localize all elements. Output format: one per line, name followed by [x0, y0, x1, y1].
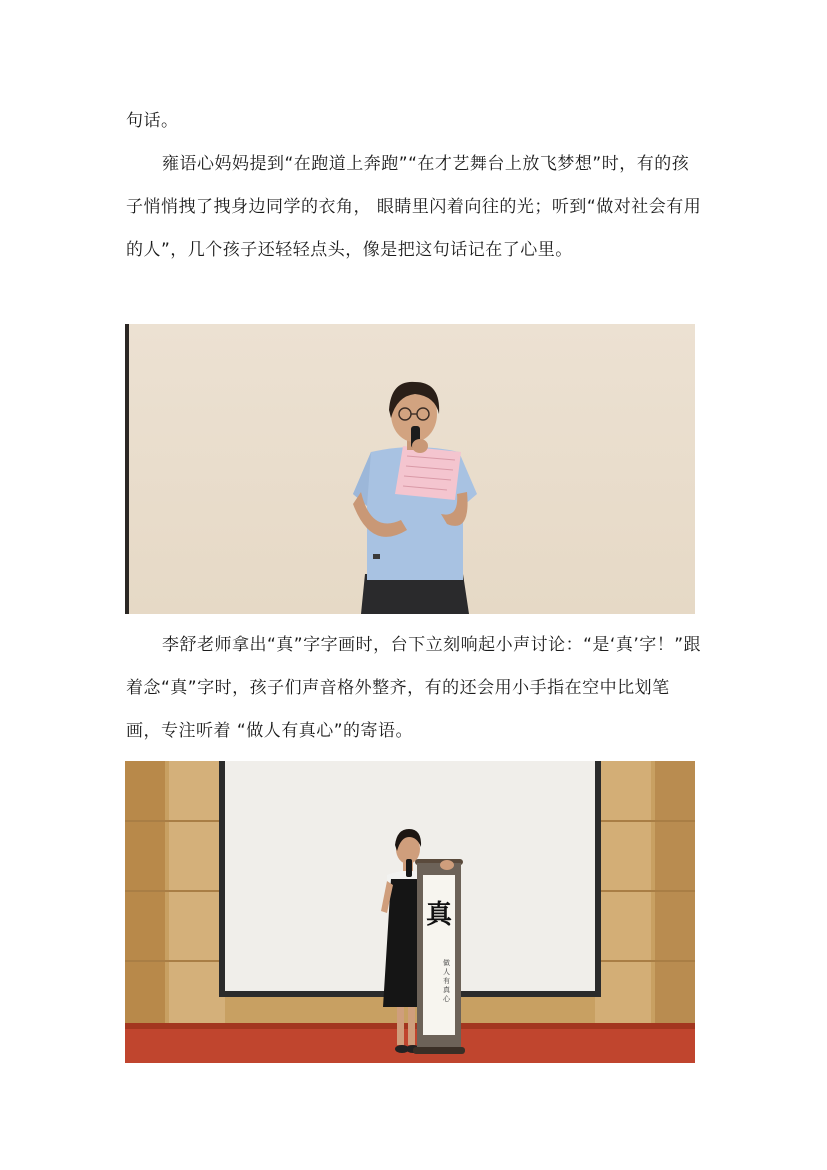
photo-calligraphy-scroll: [125, 761, 695, 1063]
paragraph-speech-reaction: 雍语心妈妈提到“在跑道上奔跑”“在才艺舞台上放飞梦想”时，有的孩子悄悄拽了拽身边同学的衣角， 眼睛里闪着向往的光；听到“做对社会有用的人”，几个孩子还轻轻点头，像是把这句话记在了心里。: [126, 154, 702, 260]
photo-student-speech: [125, 324, 695, 614]
paragraph-calligraphy-discussion: 李舒老师拿出“真”字字画时，台下立刻响起小声讨论：“是‘真’字！”跟着念“真”字时，孩子们声音格外整齐，有的还会用小手指在空中比划笔画，专注听着 “做人有真心”的寄语。: [126, 635, 702, 741]
paragraph-continuation: 句话。: [126, 111, 179, 131]
scroll-inscription: 做人有真心: [443, 959, 450, 1003]
scroll-main-character: 真: [425, 900, 452, 930]
